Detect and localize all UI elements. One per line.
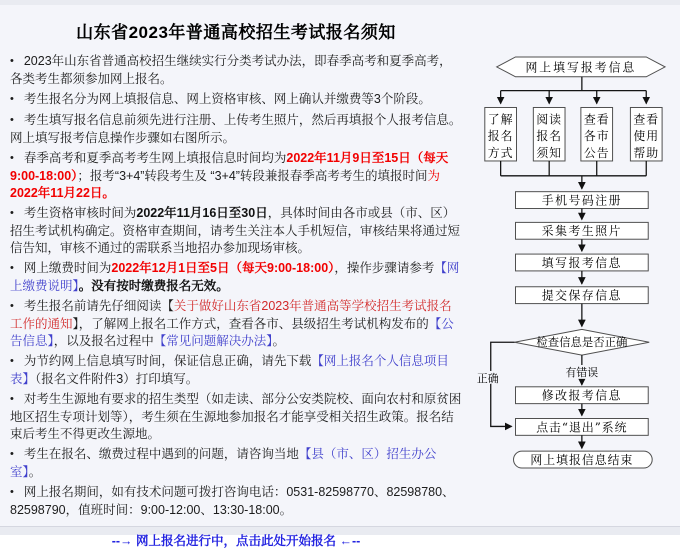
- flow-step-exit-system: [516, 418, 649, 435]
- bullet-dot: •: [10, 448, 14, 460]
- bullet-dot: •: [10, 486, 14, 498]
- flow-decision-check-info: [515, 329, 650, 355]
- notice-text: 2022年11月9日至15日（每天9:00-18:00）: [10, 151, 449, 183]
- flow-step-submit-save: [516, 287, 649, 304]
- notice-item: [10, 112, 462, 147]
- notice-text: 网上缴费时间为: [23, 261, 112, 275]
- flow-step-fill-info: [516, 254, 649, 271]
- notice-text: 2022年12月1日至5日（每天9:00-18:00）: [111, 261, 335, 275]
- notice-panel: [0, 5, 680, 548]
- notice-text: 网上报名期间，如有技术问题可拨打咨询电话：0531-82598770、82598780、82598790，值班时间：9:00-12:00、13:30-18:00。: [10, 485, 455, 517]
- flowchart-column: [462, 9, 674, 550]
- notice-text: 考生资格审核时间为: [23, 206, 137, 220]
- inline-link[interactable]: 关于做好山东省2023年普通高等学校招生考试报名工作的通知: [10, 299, 452, 331]
- notice-text: 考生填写报名信息前须先进行注册、上传考生照片，然后再填报个人报考信息。网上填写报考信息操作步骤如右图所示。: [10, 113, 462, 145]
- bullet-dot: •: [10, 393, 14, 405]
- flow-step-phone-register: [516, 192, 649, 209]
- notice-item: [10, 446, 462, 481]
- svg-text:须知: 须知: [536, 146, 563, 161]
- svg-text:网上填写报考信息: 网上填写报考信息: [525, 60, 637, 75]
- flow-label-has-error: [562, 365, 602, 379]
- svg-text:查看: 查看: [633, 112, 660, 127]
- notice-text: 春季高考和夏季高考考生网上填报信息时间均为: [23, 151, 287, 165]
- bullet-dot: •: [10, 207, 14, 219]
- flow-label-correct: [473, 371, 504, 385]
- svg-text:使用: 使用: [633, 129, 660, 144]
- notice-text: ，以及报名过程中: [53, 334, 154, 348]
- registration-flowchart: [464, 48, 672, 476]
- svg-text:公告: 公告: [583, 146, 610, 161]
- footer-line: [10, 531, 462, 550]
- notice-text: 。: [272, 334, 286, 348]
- svg-text:采集考生照片: 采集考生照片: [541, 224, 622, 239]
- notice-list: [10, 53, 462, 519]
- bullet-dot: •: [10, 93, 14, 105]
- notice-item: [10, 150, 462, 202]
- notice-item: [10, 391, 462, 443]
- svg-text:网上填报信息结束: 网上填报信息结束: [530, 453, 634, 468]
- svg-text:正确: 正确: [476, 371, 499, 385]
- inline-link[interactable]: 【网上缴费说明】: [10, 261, 460, 293]
- notice-text: 考生报名前请先仔细阅读【: [23, 299, 174, 313]
- bullet-dot: •: [10, 262, 14, 274]
- notice-column: [10, 9, 462, 550]
- notice-text: 】，了解网上报名工作方式，查看各市、县级招生考试机构发布的: [72, 317, 429, 331]
- notice-item: [10, 53, 462, 88]
- notice-item: [10, 298, 462, 350]
- bullet-dot: •: [10, 114, 14, 126]
- notice-text: ，具体时间由各市或县（市、区）招生考试机构确定。资格审查期间，请考生关注本人手机短信，审核结果将通过短信告知，审核不通过的需联系当地招办参加现场审核。: [10, 206, 461, 255]
- flow-option-know-method: [485, 107, 517, 160]
- bullet-dot: •: [10, 300, 14, 312]
- inline-link[interactable]: 【常见问题解决办法】: [153, 334, 273, 348]
- flow-end-node: [514, 451, 653, 468]
- inline-link[interactable]: 【县（市、区）招生办公室】: [10, 447, 437, 479]
- svg-text:有错误: 有错误: [565, 365, 599, 379]
- svg-text:填写报考信息: 填写报考信息: [541, 255, 622, 270]
- notice-text: 2022年11月22日。: [10, 186, 115, 200]
- svg-text:了解: 了解: [487, 112, 514, 127]
- page-title: 山东省2023年普通高校招生考试报名须知: [76, 23, 396, 42]
- flow-option-help: [630, 107, 662, 160]
- bullet-dot: •: [10, 355, 14, 367]
- flow-step-photo: [516, 222, 649, 239]
- svg-text:帮助: 帮助: [633, 146, 660, 161]
- inline-link[interactable]: 【网上报名个人信息项目表】: [10, 354, 449, 386]
- notice-item: [10, 205, 462, 257]
- notice-item: [10, 260, 462, 295]
- svg-text:各市: 各市: [583, 129, 610, 144]
- notice-text: 2023年山东省普通高校招生继续实行分类考试办法，即春季高考和夏季高考，各类考生都须参加网上报名。: [10, 54, 452, 86]
- content: [0, 5, 680, 550]
- bullet-dot: •: [10, 55, 14, 67]
- notice-item: [10, 484, 462, 519]
- notice-text: 为节约网上信息填写时间，保证信息正确，请先下载: [23, 354, 312, 368]
- flow-option-city-announcements: [581, 107, 613, 160]
- notice-text: ，操作步骤请参考: [334, 261, 435, 275]
- notice-item: [10, 353, 462, 388]
- svg-text:查看: 查看: [583, 112, 610, 127]
- svg-text:报名: 报名: [536, 129, 563, 144]
- notice-text: 2022年11月16日至30日: [136, 206, 268, 220]
- inline-link[interactable]: 【公告信息】: [10, 317, 454, 348]
- svg-text:阅读: 阅读: [536, 112, 563, 127]
- svg-text:修改报考信息: 修改报考信息: [541, 388, 622, 403]
- svg-text:点击“退出”系统: 点击“退出”系统: [536, 420, 628, 435]
- flow-option-read-notice: [533, 107, 565, 160]
- svg-text:报名: 报名: [487, 129, 514, 144]
- notice-text: （报名文件附件3）打印填写。: [35, 372, 199, 386]
- flow-step-modify-info: [516, 387, 649, 404]
- flow-start-node: [497, 57, 665, 77]
- svg-text:手机号码注册: 手机号码注册: [541, 193, 622, 208]
- notice-text: 对考生生源地有要求的招生类型（如走读、部分公安类院校、面向农村和原贫困地区招生专项计划等），考生须在生源地参加报名才能享受相关招生政策。报名结束后考生不得更改生源地。: [10, 392, 462, 441]
- bullet-dot: •: [10, 152, 14, 164]
- notice-text: 为: [427, 169, 440, 183]
- notice-text: 考生在报名、缴费过程中遇到的问题，请咨询当地: [23, 447, 299, 461]
- notice-text: ；报考“3+4”转段考生及 “3+4”转段兼报春季高考考生的填报时间: [77, 169, 428, 183]
- start-signup-link[interactable]: --→ 网上报名进行中，点击此处开始报名 ←--: [111, 534, 361, 548]
- notice-text: 。没有按时缴费报名无效。: [78, 279, 229, 293]
- notice-text: 考生报名分为网上填报信息、网上资格审核、网上确认并缴费等3个阶段。: [23, 92, 431, 106]
- notice-text: 。: [28, 465, 42, 479]
- svg-text:提交保存信息: 提交保存信息: [541, 288, 622, 303]
- svg-text:检查信息是否正确: 检查信息是否正确: [536, 335, 628, 350]
- svg-text:方式: 方式: [487, 146, 514, 161]
- notice-item: [10, 91, 462, 109]
